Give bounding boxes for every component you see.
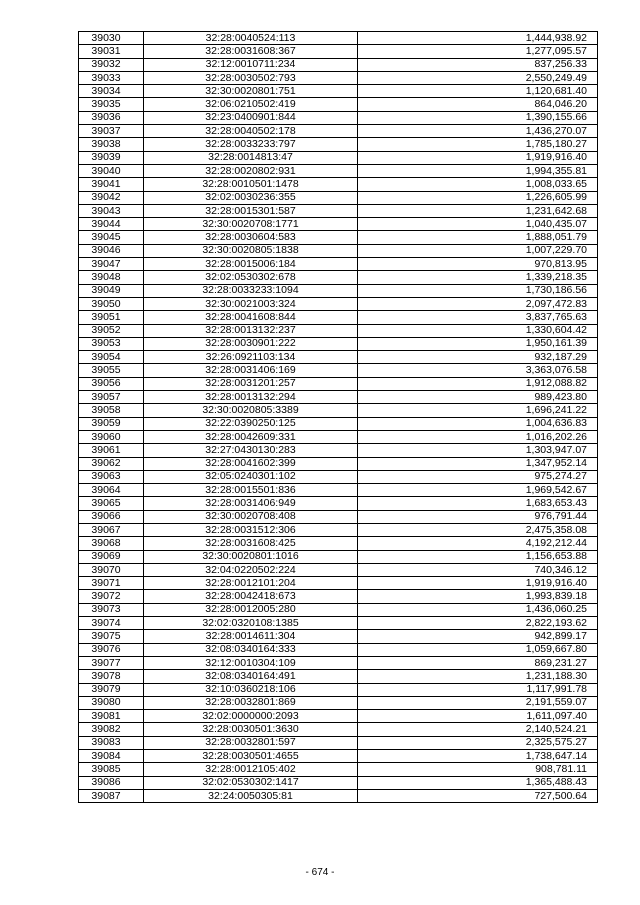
cadastral-number-cell: 32:30:0020708:1771 [144,218,358,231]
row-number-cell: 39053 [79,337,144,350]
cadastral-number-cell: 32:28:0031608:367 [144,45,358,58]
row-number-cell: 39050 [79,297,144,310]
amount-cell: 1,919,916.40 [358,577,598,590]
cadastral-number-cell: 32:28:0040502:178 [144,125,358,138]
amount-cell: 1,277,095.57 [358,45,598,58]
table-row [79,138,598,151]
row-number-cell: 39046 [79,244,144,257]
row-number-cell: 39055 [79,364,144,377]
amount-cell: 869,231.27 [358,656,598,669]
amount-cell: 2,550,249.49 [358,71,598,84]
cadastral-number-cell: 32:28:0041602:399 [144,457,358,470]
row-number-cell: 39058 [79,404,144,417]
row-number-cell: 39057 [79,391,144,404]
row-number-cell: 39060 [79,430,144,443]
row-number-cell: 39031 [79,45,144,58]
table-row [79,750,598,763]
table-row [79,789,598,802]
table-row [79,284,598,297]
table-row [79,590,598,603]
row-number-cell: 39072 [79,590,144,603]
cadastral-number-cell: 32:04:0220502:224 [144,563,358,576]
table-row [79,258,598,271]
table-row [79,311,598,324]
cadastral-number-cell: 32:28:0030604:583 [144,231,358,244]
amount-cell: 1,156,653.88 [358,550,598,563]
row-number-cell: 39078 [79,670,144,683]
amount-cell: 1,785,180.27 [358,138,598,151]
amount-cell: 1,950,161.39 [358,337,598,350]
table-row [79,125,598,138]
amount-cell: 1,919,916.40 [358,151,598,164]
amount-cell: 975,274.27 [358,470,598,483]
row-number-cell: 39034 [79,85,144,98]
cadastral-number-cell: 32:28:0033233:797 [144,138,358,151]
row-number-cell: 39070 [79,563,144,576]
row-number-cell: 39087 [79,789,144,802]
table-body [79,32,598,803]
amount-cell: 3,363,076.58 [358,364,598,377]
amount-cell: 727,500.64 [358,789,598,802]
row-number-cell: 39047 [79,258,144,271]
amount-cell: 1,444,938.92 [358,32,598,45]
amount-cell: 1,231,642.68 [358,204,598,217]
table-row [79,723,598,736]
cadastral-number-cell: 32:28:0015006:184 [144,258,358,271]
row-number-cell: 39066 [79,510,144,523]
cadastral-number-cell: 32:08:0340164:333 [144,643,358,656]
table-row [79,391,598,404]
cadastral-number-cell: 32:28:0033233:1094 [144,284,358,297]
row-number-cell: 39054 [79,351,144,364]
row-number-cell: 39061 [79,444,144,457]
amount-cell: 908,781.11 [358,763,598,776]
cadastral-number-cell: 32:28:0013132:294 [144,391,358,404]
cadastral-number-cell: 32:22:0390250:125 [144,417,358,430]
amount-cell: 989,423.80 [358,391,598,404]
table-row [79,297,598,310]
row-number-cell: 39032 [79,58,144,71]
table-row [79,32,598,45]
row-number-cell: 39039 [79,151,144,164]
amount-cell: 1,231,188.30 [358,670,598,683]
cadastral-number-cell: 32:28:0042609:331 [144,430,358,443]
cadastral-number-cell: 32:30:0020708:408 [144,510,358,523]
amount-cell: 2,325,575.27 [358,736,598,749]
cadastral-number-cell: 32:30:0020801:751 [144,85,358,98]
amount-cell: 932,187.29 [358,351,598,364]
amount-cell: 740,346.12 [358,563,598,576]
amount-cell: 1,117,991.78 [358,683,598,696]
cadastral-number-cell: 32:26:0921103:134 [144,351,358,364]
table-row [79,643,598,656]
table-row [79,324,598,337]
amount-cell: 2,191,559.07 [358,696,598,709]
cadastral-number-cell: 32:28:0012101:204 [144,577,358,590]
row-number-cell: 39051 [79,311,144,324]
table-row [79,683,598,696]
table-row [79,164,598,177]
table-row [79,670,598,683]
row-number-cell: 39076 [79,643,144,656]
amount-cell: 3,837,765.63 [358,311,598,324]
cadastral-number-cell: 32:30:0020805:3389 [144,404,358,417]
table-row [79,484,598,497]
amount-cell: 2,140,524.21 [358,723,598,736]
cadastral-number-cell: 32:28:0031406:169 [144,364,358,377]
row-number-cell: 39033 [79,71,144,84]
table-row [79,603,598,616]
row-number-cell: 39077 [79,656,144,669]
cadastral-number-cell: 32:05:0240301:102 [144,470,358,483]
table-row [79,470,598,483]
cadastral-number-cell: 32:12:0010304:109 [144,656,358,669]
amount-cell: 1,696,241.22 [358,404,598,417]
amount-cell: 1,738,647.14 [358,750,598,763]
row-number-cell: 39064 [79,484,144,497]
row-number-cell: 39062 [79,457,144,470]
cadastral-number-cell: 32:28:0012105:402 [144,763,358,776]
table-row [79,71,598,84]
data-table [78,31,598,803]
amount-cell: 1,390,155.66 [358,111,598,124]
table-row [79,231,598,244]
row-number-cell: 39045 [79,231,144,244]
row-number-cell: 39063 [79,470,144,483]
table-row [79,364,598,377]
row-number-cell: 39037 [79,125,144,138]
amount-cell: 1,436,270.07 [358,125,598,138]
cadastral-number-cell: 32:28:0012005:280 [144,603,358,616]
amount-cell: 1,365,488.43 [358,776,598,789]
table-row [79,617,598,630]
amount-cell: 1,120,681.40 [358,85,598,98]
cadastral-number-cell: 32:30:0020801:1016 [144,550,358,563]
cadastral-number-cell: 32:12:0010711:234 [144,58,358,71]
table-row [79,510,598,523]
amount-cell: 2,475,358.08 [358,523,598,536]
table-row [79,58,598,71]
row-number-cell: 39067 [79,523,144,536]
cadastral-number-cell: 32:28:0010501:1478 [144,178,358,191]
row-number-cell: 39065 [79,497,144,510]
table-row [79,377,598,390]
amount-cell: 864,046.20 [358,98,598,111]
cadastral-number-cell: 32:06:0210502:419 [144,98,358,111]
cadastral-number-cell: 32:02:0530302:1417 [144,776,358,789]
cadastral-number-cell: 32:28:0032801:597 [144,736,358,749]
cadastral-number-cell: 32:28:0015501:836 [144,484,358,497]
cadastral-number-cell: 32:28:0020802:931 [144,164,358,177]
table-row [79,497,598,510]
row-number-cell: 39036 [79,111,144,124]
cadastral-number-cell: 32:02:0320108:1385 [144,617,358,630]
table-row [79,98,598,111]
row-number-cell: 39041 [79,178,144,191]
table-row [79,244,598,257]
table-row [79,550,598,563]
row-number-cell: 39043 [79,204,144,217]
amount-cell: 1,040,435.07 [358,218,598,231]
amount-cell: 2,097,472.83 [358,297,598,310]
cadastral-number-cell: 32:28:0030501:4655 [144,750,358,763]
row-number-cell: 39073 [79,603,144,616]
row-number-cell: 39040 [79,164,144,177]
amount-cell: 1,993,839.18 [358,590,598,603]
amount-cell: 1,008,033.65 [358,178,598,191]
page-number: - 674 - [305,867,335,878]
row-number-cell: 39056 [79,377,144,390]
table-row [79,430,598,443]
cadastral-number-cell: 32:10:0360218:106 [144,683,358,696]
row-number-cell: 39052 [79,324,144,337]
cadastral-number-cell: 32:02:0000000:2093 [144,710,358,723]
cadastral-number-cell: 32:02:0030236:355 [144,191,358,204]
table-row [79,351,598,364]
table-row [79,656,598,669]
amount-cell: 1,059,667.80 [358,643,598,656]
row-number-cell: 39082 [79,723,144,736]
amount-cell: 1,912,088.82 [358,377,598,390]
row-number-cell: 39044 [79,218,144,231]
amount-cell: 837,256.33 [358,58,598,71]
amount-cell: 1,436,060.25 [358,603,598,616]
cadastral-number-cell: 32:28:0013132:237 [144,324,358,337]
row-number-cell: 39083 [79,736,144,749]
cadastral-number-cell: 32:24:0050305:81 [144,789,358,802]
table-row [79,523,598,536]
cadastral-number-cell: 32:28:0040524:113 [144,32,358,45]
cadastral-number-cell: 32:28:0030502:793 [144,71,358,84]
row-number-cell: 39085 [79,763,144,776]
amount-cell: 1,016,202.26 [358,430,598,443]
row-number-cell: 39068 [79,537,144,550]
row-number-cell: 39074 [79,617,144,630]
table-row [79,736,598,749]
row-number-cell: 39069 [79,550,144,563]
table-row [79,763,598,776]
row-number-cell: 39080 [79,696,144,709]
amount-cell: 1,969,542.67 [358,484,598,497]
row-number-cell: 39071 [79,577,144,590]
amount-cell: 1,339,218.35 [358,271,598,284]
row-number-cell: 39030 [79,32,144,45]
cadastral-number-cell: 32:28:0030901:222 [144,337,358,350]
table-row [79,45,598,58]
cadastral-number-cell: 32:27:0430130:283 [144,444,358,457]
amount-cell: 970,813.95 [358,258,598,271]
row-number-cell: 39079 [79,683,144,696]
table-row [79,630,598,643]
amount-cell: 1,347,952.14 [358,457,598,470]
table-row [79,563,598,576]
cadastral-number-cell: 32:28:0041608:844 [144,311,358,324]
cadastral-number-cell: 32:28:0014611:304 [144,630,358,643]
table-row [79,404,598,417]
amount-cell: 976,791.44 [358,510,598,523]
cadastral-number-cell: 32:28:0031201:257 [144,377,358,390]
table-row [79,537,598,550]
table-row [79,178,598,191]
amount-cell: 1,683,653.43 [358,497,598,510]
table-row [79,457,598,470]
table-row [79,218,598,231]
cadastral-number-cell: 32:28:0031512:306 [144,523,358,536]
amount-cell: 1,303,947.07 [358,444,598,457]
table-row [79,776,598,789]
cadastral-number-cell: 32:30:0021003:324 [144,297,358,310]
table-row [79,710,598,723]
cadastral-number-cell: 32:30:0020805:1838 [144,244,358,257]
cadastral-number-cell: 32:28:0031406:949 [144,497,358,510]
row-number-cell: 39086 [79,776,144,789]
table-row [79,85,598,98]
table-row [79,271,598,284]
amount-cell: 1,226,605.99 [358,191,598,204]
cadastral-number-cell: 32:28:0015301:587 [144,204,358,217]
table-row [79,417,598,430]
row-number-cell: 39042 [79,191,144,204]
cadastral-number-cell: 32:28:0042418:673 [144,590,358,603]
amount-cell: 2,822,193.62 [358,617,598,630]
amount-cell: 1,330,604.42 [358,324,598,337]
cadastral-number-cell: 32:28:0014813:47 [144,151,358,164]
row-number-cell: 39049 [79,284,144,297]
table-row [79,204,598,217]
row-number-cell: 39081 [79,710,144,723]
row-number-cell: 39075 [79,630,144,643]
cadastral-number-cell: 32:28:0032801:869 [144,696,358,709]
row-number-cell: 39035 [79,98,144,111]
row-number-cell: 39048 [79,271,144,284]
amount-cell: 1,994,355.81 [358,164,598,177]
amount-cell: 1,007,229.70 [358,244,598,257]
table-row [79,151,598,164]
table-row [79,577,598,590]
amount-cell: 4,192,212.44 [358,537,598,550]
table-row [79,111,598,124]
cadastral-number-cell: 32:08:0340164:491 [144,670,358,683]
table-row [79,444,598,457]
amount-cell: 1,730,186.56 [358,284,598,297]
row-number-cell: 39084 [79,750,144,763]
table-row [79,696,598,709]
amount-cell: 1,888,051.79 [358,231,598,244]
amount-cell: 1,004,636.83 [358,417,598,430]
cadastral-number-cell: 32:28:0031608:425 [144,537,358,550]
cadastral-number-cell: 32:02:0530302:678 [144,271,358,284]
table-row [79,191,598,204]
amount-cell: 1,611,097.40 [358,710,598,723]
row-number-cell: 39059 [79,417,144,430]
cadastral-number-cell: 32:23:0400901:844 [144,111,358,124]
amount-cell: 942,899.17 [358,630,598,643]
table-row [79,337,598,350]
row-number-cell: 39038 [79,138,144,151]
cadastral-number-cell: 32:28:0030501:3630 [144,723,358,736]
